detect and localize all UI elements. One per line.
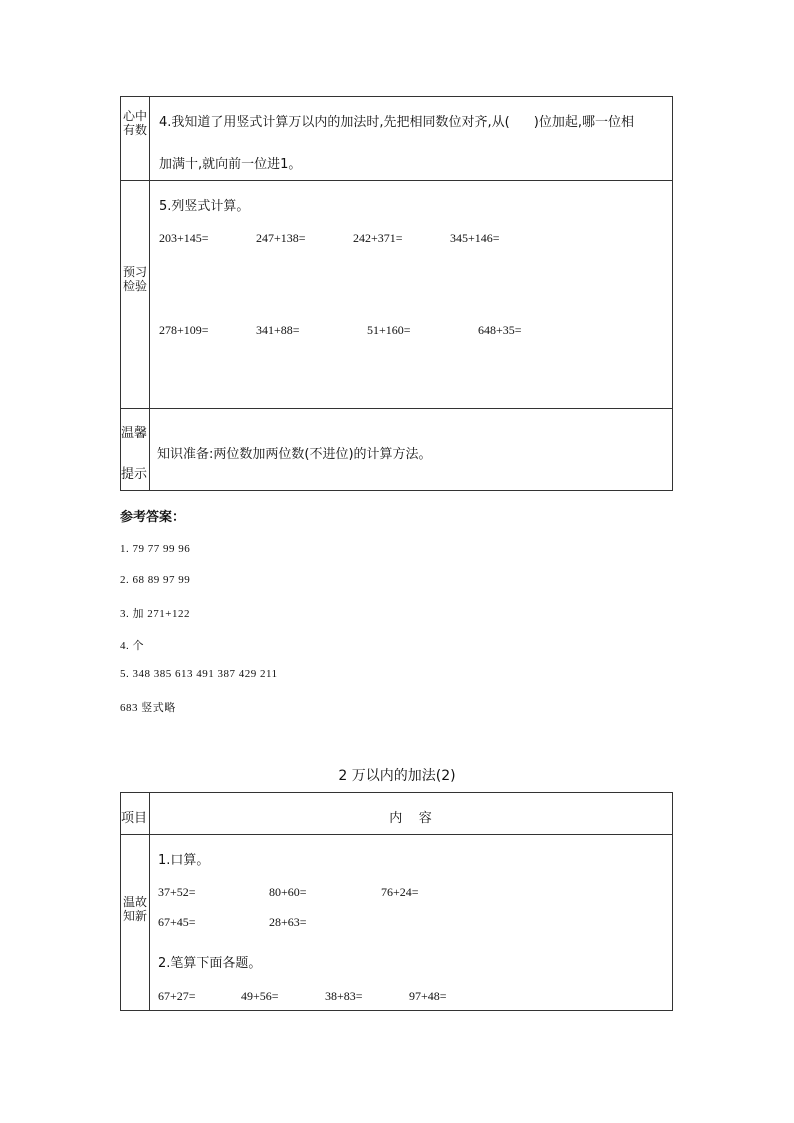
expression: 67+45=	[158, 915, 196, 929]
expression: 341+88=	[256, 323, 300, 337]
expression: 51+160=	[367, 323, 411, 337]
expression: 28+63=	[269, 915, 307, 929]
question-4-text-end: )位加起,哪一位相	[533, 115, 634, 130]
table-row-divider	[121, 408, 672, 409]
table-row-divider	[121, 834, 672, 835]
row-label-wenguzhixin: 温故知新	[122, 895, 147, 923]
table-row-divider	[121, 180, 672, 181]
preview-table	[120, 96, 673, 491]
expression: 80+60=	[269, 885, 307, 899]
answer-line: 683 竖式略	[120, 702, 176, 714]
question-4-line1	[159, 111, 634, 130]
answer-line: 4. 个	[120, 640, 144, 652]
oral-calc-title: 1.口算。	[158, 853, 210, 868]
written-calc-title: 2.笔算下面各题。	[158, 956, 262, 971]
tip-text: 知识准备:两位数加两位数(不进位)的计算方法。	[157, 447, 432, 462]
row-label-yuxijianyan: 预习检验	[122, 265, 147, 293]
expression: 242+371=	[353, 231, 403, 245]
header-xiangmu: 项目	[121, 811, 148, 826]
answer-line: 1. 79 77 99 96	[120, 543, 191, 555]
expression: 37+52=	[158, 885, 196, 899]
expression: 278+109=	[159, 323, 209, 337]
expression: 648+35=	[478, 323, 522, 337]
question-4-line2: 加满十,就向前一位进1。	[159, 157, 302, 172]
expression: 38+83=	[325, 989, 363, 1003]
header-neirong: 内 容	[389, 811, 432, 826]
table-column-divider	[149, 97, 150, 490]
expression: 76+24=	[381, 885, 419, 899]
row-label-xinzhongyoushu: 心中有数	[122, 109, 147, 137]
row-label-wenxin: 温馨	[121, 426, 148, 441]
answer-line: 3. 加 271+122	[120, 608, 190, 620]
expression: 247+138=	[256, 231, 306, 245]
expression: 203+145=	[159, 231, 209, 245]
answers-heading: 参考答案：	[120, 510, 186, 525]
review-table	[120, 792, 673, 1011]
expression: 49+56=	[241, 989, 279, 1003]
section-title: 2 万以内的加法(2)	[338, 768, 456, 784]
row-label-tishi: 提示	[121, 467, 148, 482]
expression: 97+48=	[409, 989, 447, 1003]
expression: 345+146=	[450, 231, 500, 245]
answer-line: 2. 68 89 97 99	[120, 574, 191, 586]
answer-line: 5. 348 385 613 491 387 429 211	[120, 668, 278, 680]
question-4-text: 4.我知道了用竖式计算万以内的加法时,先把相同数位对齐,从(	[159, 115, 510, 130]
question-5-title: 5.列竖式计算。	[159, 199, 250, 214]
expression: 67+27=	[158, 989, 196, 1003]
